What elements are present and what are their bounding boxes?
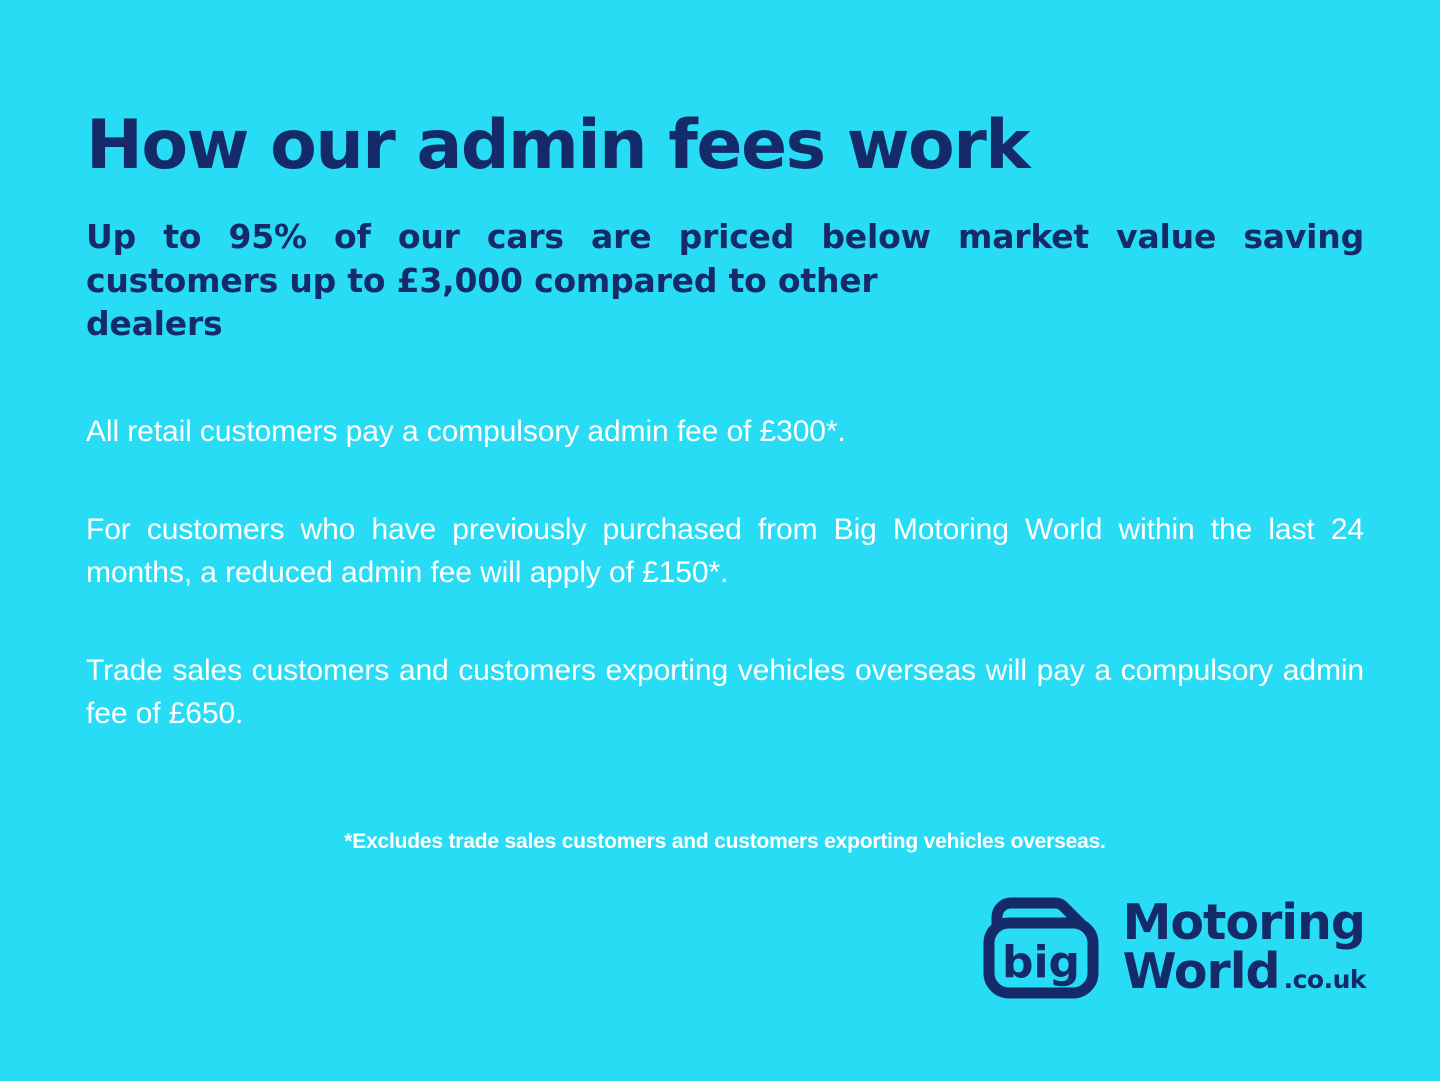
subtitle-last-line: dealers (86, 304, 223, 344)
brand-tld: .co.uk (1283, 964, 1366, 994)
page-title: How our admin fees work (86, 106, 1030, 185)
footnote: *Excludes trade sales customers and customers exporting vehicles overseas. (344, 830, 1106, 853)
brand-logo (981, 895, 1366, 1000)
paragraph-retail-fee: All retail customers pay a compulsory admin fee of £300*. (86, 415, 846, 449)
slide-content (86, 106, 1364, 736)
paragraph-trade-export-fee: Trade sales customers and customers exporting vehicles overseas will pay a compulsory admin fee of £650. (86, 653, 1364, 731)
brand-line-2 (1122, 942, 1366, 1000)
brand-line-1: Motoring (1122, 894, 1365, 952)
paragraph-returning-customer-fee: For customers who have previously purchased from Big Motoring World within the last 24 months, a reduced admin fee will apply of £150*. (86, 512, 1364, 590)
big-motoring-world-mark-icon (981, 895, 1109, 1000)
subtitle (86, 215, 1364, 346)
svg-text:big: big (1001, 937, 1080, 988)
brand-wordmark (1122, 894, 1366, 1000)
brand-line-2-text: World (1122, 942, 1280, 1000)
subtitle-main: Up to 95% of our cars are priced below market value saving customers up to £3,000 compared to other (86, 217, 1364, 300)
